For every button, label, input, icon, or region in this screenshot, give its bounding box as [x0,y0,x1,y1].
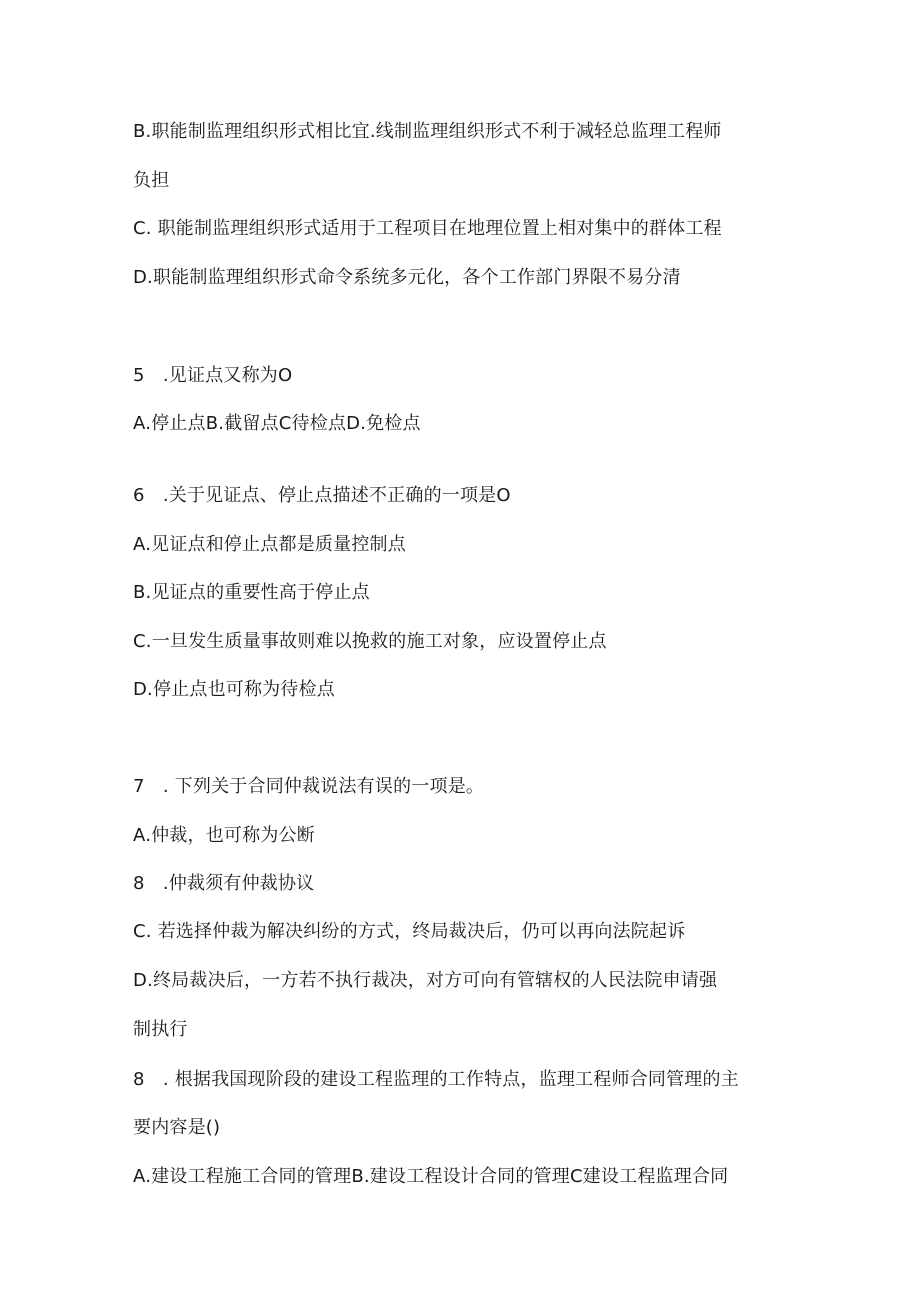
question-7-option-d-line-2: 制执行 [133,1019,188,1040]
question-6-option-c: C.一旦发生质量事故则难以挽救的施工对象，应设置停止点 [133,631,607,652]
question-7-option-b: 8 .仲裁须有仲裁协议 [133,873,315,894]
question-7-option-c: C. 若选择仲裁为解决纠纷的方式，终局裁决后，仍可以再向法院起诉 [133,921,686,942]
question-8-options: A.建设工程施工合同的管理B.建设工程设计合同的管理C建设工程监理合同 [133,1166,729,1187]
question-8-line-2: 要内容是() [133,1117,221,1138]
question-7: 7 . 下列关于合同仲裁说法有误的一项是。 [133,776,485,797]
question-8-line-1: 8 . 根据我国现阶段的建设工程监理的工作特点，监理工程师合同管理的主 [133,1069,739,1090]
question-5: 5 .见证点又称为O [133,365,293,386]
question-7-option-d-line-1: D.终局裁决后，一方若不执行裁决，对方可向有管辖权的人民法院申请强 [133,970,718,991]
question-6-option-d: D.停止点也可称为待检点 [133,679,335,700]
option-c: C. 职能制监理组织形式适用于工程项目在地理位置上相对集中的群体工程 [133,218,722,239]
option-b-line-2: 负担 [133,170,170,191]
question-6-option-a: A.见证点和停止点都是质量控制点 [133,534,406,555]
option-d: D.职能制监理组织形式命令系统多元化，各个工作部门界限不易分清 [133,267,681,288]
question-6: 6 .关于见证点、停止点描述不正确的一项是O [133,485,511,506]
question-5-options: A.停止点B.截留点C待检点D.免检点 [133,413,421,434]
option-b-line-1: B.职能制监理组织形式相比宜.线制监理组织形式不利于减轻总监理工程师 [133,121,722,142]
question-6-option-b: B.见证点的重要性高于停止点 [133,582,370,603]
question-7-option-a: A.仲裁，也可称为公断 [133,825,315,846]
